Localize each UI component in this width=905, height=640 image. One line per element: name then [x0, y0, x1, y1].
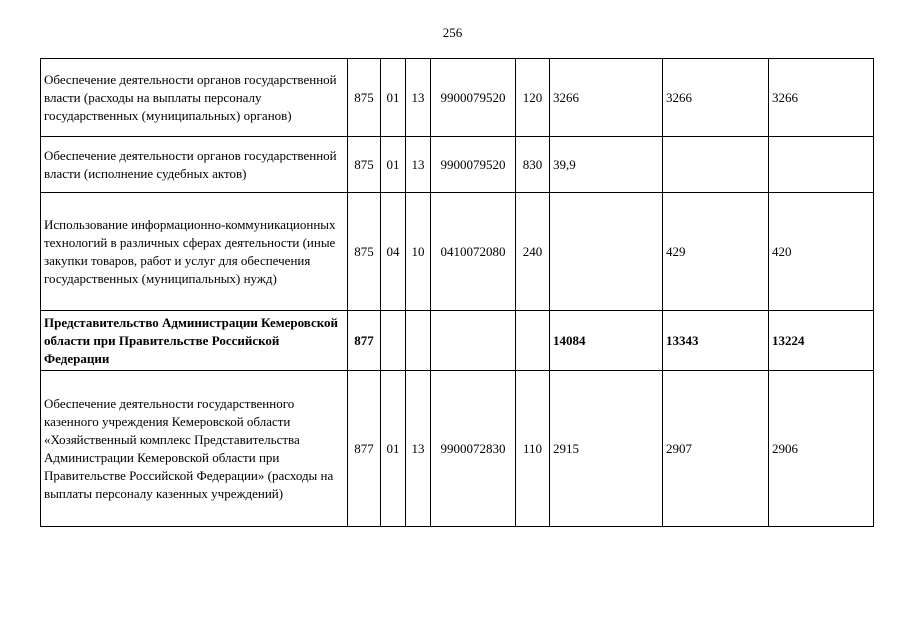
sum-year-3: 3266 — [769, 59, 874, 137]
ministry-code: 875 — [348, 59, 381, 137]
sum-year-2: 429 — [663, 193, 769, 311]
ministry-code: 875 — [348, 137, 381, 193]
sum-year-1: 3266 — [550, 59, 663, 137]
sum-year-3 — [769, 137, 874, 193]
sum-year-3: 13224 — [769, 311, 874, 371]
ministry-code: 877 — [348, 311, 381, 371]
subsection-code: 13 — [406, 371, 431, 527]
sum-year-1: 39,9 — [550, 137, 663, 193]
row-description: Использование информационно-коммуникационных технологий в различных сферах деятельности (иные закупки товаров, работ и услуг для обеспечения государственных (муниципальных) нужд) — [41, 193, 348, 311]
target-article-code — [431, 311, 516, 371]
target-article-code: 9900072830 — [431, 371, 516, 527]
section-code: 01 — [381, 137, 406, 193]
ministry-code: 877 — [348, 371, 381, 527]
subsection-code: 10 — [406, 193, 431, 311]
sum-year-2: 3266 — [663, 59, 769, 137]
target-article-code: 0410072080 — [431, 193, 516, 311]
budget-table — [40, 58, 874, 527]
section-code — [381, 311, 406, 371]
section-code: 04 — [381, 193, 406, 311]
expense-type-code: 120 — [516, 59, 550, 137]
target-article-code: 9900079520 — [431, 137, 516, 193]
row-description: Обеспечение деятельности органов государственной власти (исполнение судебных актов) — [41, 137, 348, 193]
sum-year-2 — [663, 137, 769, 193]
table-row — [41, 59, 874, 137]
subsection-code — [406, 311, 431, 371]
subsection-code: 13 — [406, 59, 431, 137]
table-row — [41, 137, 874, 193]
target-article-code: 9900079520 — [431, 59, 516, 137]
table-row — [41, 193, 874, 311]
row-description: Представительство Администрации Кемеровской области при Правительстве Российской Федерации — [41, 311, 348, 371]
sum-year-2: 13343 — [663, 311, 769, 371]
row-description: Обеспечение деятельности государственного казенного учреждения Кемеровской области «Хозяйственный комплекс Представительства Администрации Кемеровской области при Правительстве Российской Федерации» (расходы на выплаты персоналу казенных учреждений) — [41, 371, 348, 527]
expense-type-code: 110 — [516, 371, 550, 527]
sum-year-3: 2906 — [769, 371, 874, 527]
sum-year-2: 2907 — [663, 371, 769, 527]
table-row — [41, 371, 874, 527]
table-row-organization — [41, 311, 874, 371]
ministry-code: 875 — [348, 193, 381, 311]
expense-type-code — [516, 311, 550, 371]
section-code: 01 — [381, 371, 406, 527]
expense-type-code: 830 — [516, 137, 550, 193]
subsection-code: 13 — [406, 137, 431, 193]
sum-year-1: 2915 — [550, 371, 663, 527]
row-description: Обеспечение деятельности органов государственной власти (расходы на выплаты персоналу государственных (муниципальных) органов) — [41, 59, 348, 137]
sum-year-1: 14084 — [550, 311, 663, 371]
sum-year-3: 420 — [769, 193, 874, 311]
section-code: 01 — [381, 59, 406, 137]
expense-type-code: 240 — [516, 193, 550, 311]
sum-year-1 — [550, 193, 663, 311]
page-number: 256 — [442, 25, 463, 40]
